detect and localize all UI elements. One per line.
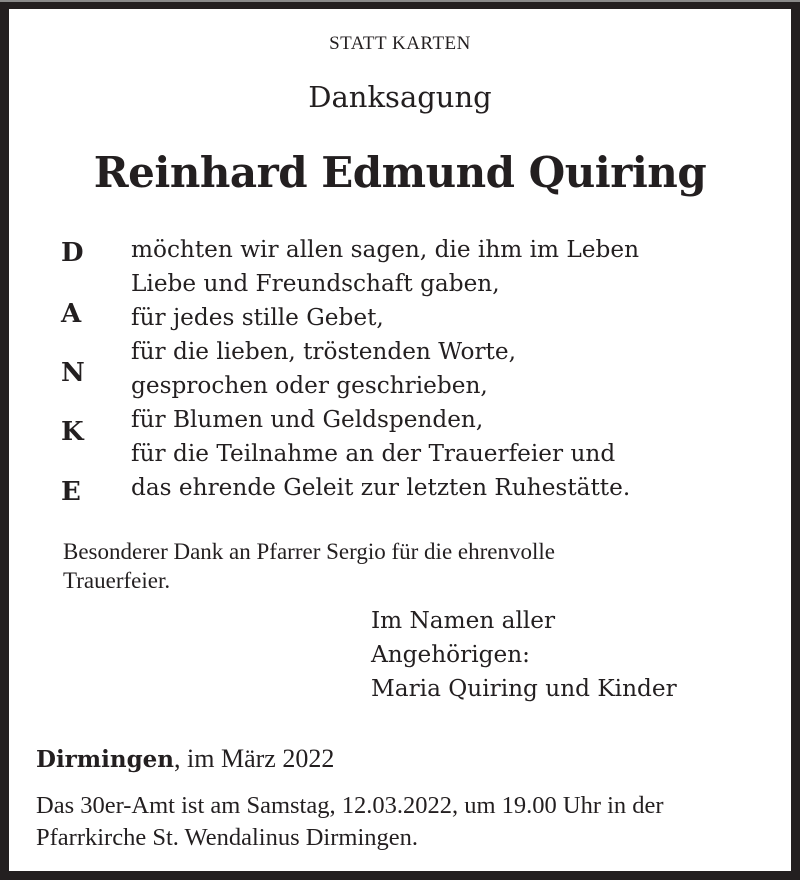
acrostic-letter-a: A (61, 299, 82, 329)
place-name: Dirmingen (36, 746, 175, 773)
poem-line: für Blumen und Geldspenden, (131, 406, 484, 433)
poem-line: das ehrende Geleit zur letzten Ruhestätte. (131, 474, 631, 501)
acrostic-letter-k: K (61, 417, 84, 447)
acrostic-letter-n: N (61, 358, 85, 388)
service-note-line: Das 30er-Amt ist am Samstag, 12.03.2022, um 19.00 Uhr in der (36, 792, 664, 819)
special-thanks-line: Trauerfeier. (63, 568, 171, 593)
thanks-poem (131, 233, 639, 505)
poem-line: möchten wir allen sagen, die ihm im Leben (131, 236, 640, 263)
poem-line: Liebe und Freundschaft gaben, (131, 270, 500, 297)
kicker-text: STATT KARTEN (329, 33, 471, 54)
poem-line: für die lieben, tröstenden Worte, (131, 338, 516, 365)
poem-line: gesprochen oder geschrieben, (131, 372, 488, 399)
signature-line: Angehörigen: (371, 641, 530, 668)
deceased-name: Reinhard Edmund Quiring (93, 148, 707, 197)
special-thanks (63, 537, 555, 595)
top-edge-strip (0, 0, 800, 2)
signature-line: Im Namen aller (371, 607, 556, 634)
place-date (36, 744, 334, 774)
special-thanks-line: Besonderer Dank an Pfarrer Sergio für die ehrenvolle (63, 539, 555, 564)
signature-line: Maria Quiring und Kinder (371, 675, 677, 702)
acrostic-letter-d: D (61, 238, 84, 268)
signature-block (371, 604, 677, 706)
date-text: , im März 2022 (174, 744, 335, 773)
notice-heading: Danksagung (308, 80, 492, 114)
poem-line: für jedes stille Gebet, (131, 304, 384, 331)
acrostic-letter-e: E (61, 477, 81, 507)
service-note-line: Pfarrkirche St. Wendalinus Dirmingen. (36, 824, 419, 851)
service-note (36, 790, 664, 854)
poem-line: für die Teilnahme an der Trauerfeier und (131, 440, 616, 467)
